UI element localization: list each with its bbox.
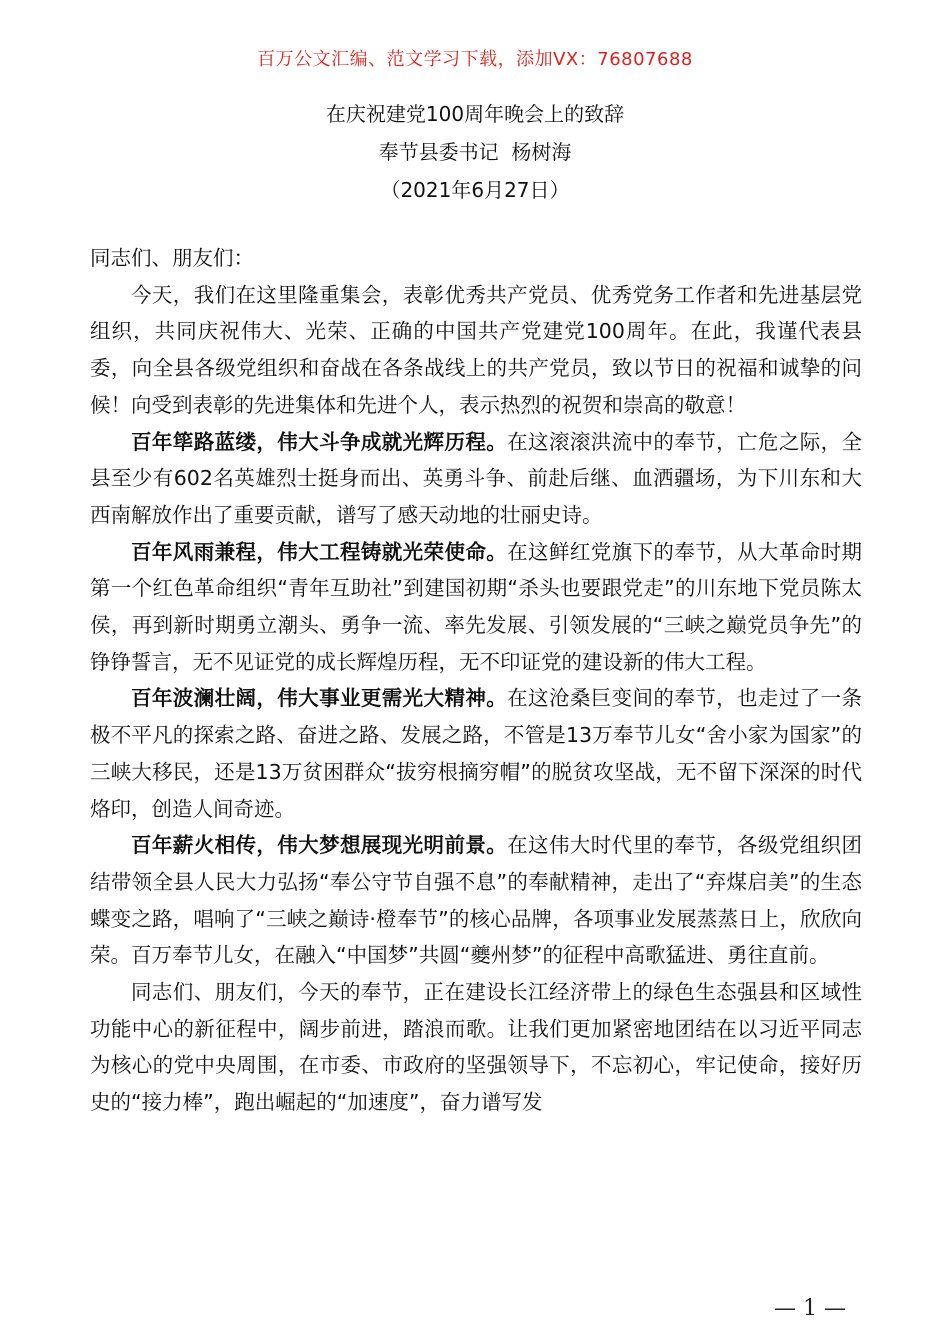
- paragraph-4-heading: 百年波澜壮阔，伟大事业更需光大精神。: [131, 686, 508, 711]
- paragraph-2: [90, 424, 862, 534]
- paragraph-2-text: 在这滚滚洪流中的奉节，亡危之际，全县至少有602名英雄烈士挺身而出、英勇斗争、前赴后继、血洒疆场，为下川东和大西南解放作出了重要贡献，谱写了感天动地的壮丽史诗。: [90, 429, 863, 527]
- speech-title: 在庆祝建党100周年晚会上的致辞: [325, 102, 625, 126]
- paragraph-1: 今天，我们在这里隆重集会，表彰优秀共产党员、优秀党务工作者和先进基层党组织，共同庆祝伟大、光荣、正确的中国共产党建党100周年。在此，我谨代表县委，向全县各级党组织和奋战在各条战线上的共产党员，致以节日的祝福和诚挚的问候！向受到表彰的先进集体和先进个人，表示热烈的祝贺和崇高的敬意！: [90, 282, 862, 417]
- paragraph-6: 同志们、朋友们，今天的奉节，正在建设长江经济带上的绿色生态强县和区域性功能中心的新征程中，阔步前进，踏浪而歌。让我们更加紧密地团结在以习近平同志为核心的党中央周围，在市委、市政府的坚强领导下，不忘初心，牢记使命，接好历史的“接力棒”，跑出崛起的“加速度”，奋力谱写发: [90, 980, 862, 1115]
- paragraph-4-text: 在这沧桑巨变间的奉节，也走过了一条极不平凡的探索之路、奋进之路、发展之路，不管是13万奉节儿女“舍小家为国家”的三峡大移民，还是13万贫困群众“拔穷根摘穷帽”的脱贫攻坚战，无不留下深深的时代烙印，创造人间奇迹。: [90, 686, 863, 821]
- paragraph-3-heading: 百年风雨兼程，伟大工程铸就光荣使命。: [131, 539, 508, 564]
- speech-date: （2021年6月27日）: [380, 178, 570, 202]
- paragraph-2-heading: 百年筚路蓝缕，伟大斗争成就光辉历程。: [131, 429, 508, 454]
- header-ad-banner: 百万公文汇编、范文学习下载，添加VX：76807688: [257, 49, 693, 70]
- document-body: [90, 240, 862, 1121]
- paragraph-3-text: 在这鲜红党旗下的奉节，从大革命时期第一个红色革命组织“青年互助社”到建国初期“杀头也要跟党走”的川东地下党员陈太侯，再到新时期勇立潮头、勇争一流、率先发展、引领发展的“三峡之巅党员争先”的铮铮誓言，无不见证党的成长辉煌历程，无不印证党的建设新的伟大工程。: [90, 539, 863, 674]
- paragraph-5-text: 在这伟大时代里的奉节，各级党组织团结带领全县人民大力弘扬“奉公守节自强不息”的奉献精神，走出了“弃煤启美”的生态蝶变之路，唱响了“三峡之巅诗·橙奉节”的核心品牌，各项事业发展蒸蒸日上，欣欣向荣。百万奉节儿女，在融入“中国梦”共圆“夔州梦”的征程中高歌猛进、勇往直前。: [90, 833, 863, 968]
- paragraph-3: [90, 534, 862, 681]
- page-number: — 1 —: [774, 1296, 846, 1321]
- speaker-line: 奉节县委书记 杨树海: [378, 140, 572, 164]
- paragraph-5: [90, 827, 862, 974]
- salutation: 同志们、朋友们：: [90, 246, 254, 270]
- paragraph-4: [90, 680, 862, 827]
- title-block: [0, 95, 950, 209]
- paragraph-5-heading: 百年薪火相传，伟大梦想展现光明前景。: [131, 833, 508, 858]
